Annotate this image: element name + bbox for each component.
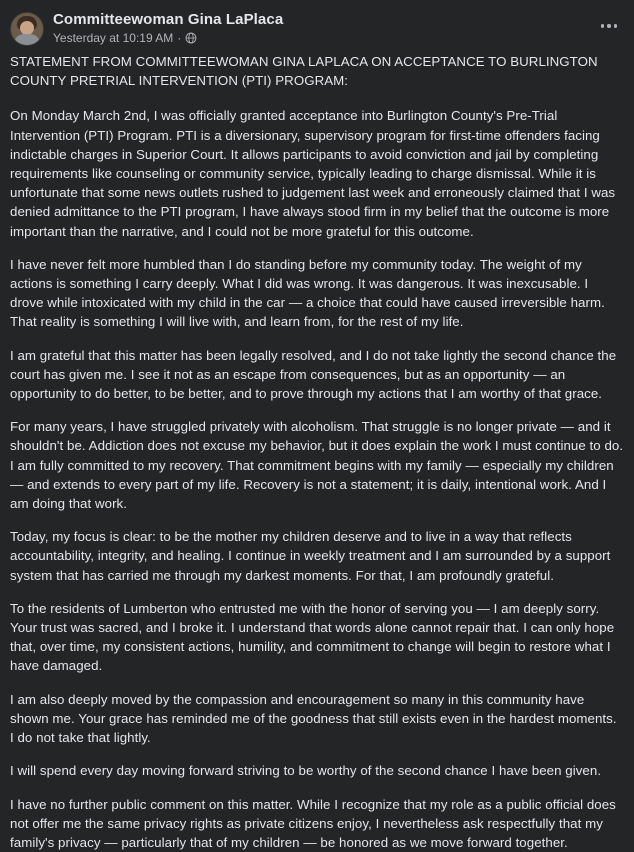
post-paragraph: STATEMENT FROM COMMITTEEWOMAN GINA LAPLACA ON ACCEPTANCE TO BURLINGTON COUNTY PRETRIAL INTERVENTION (PTI) PROGRAM: <box>10 52 624 90</box>
post-paragraph: I have no further public comment on this matter. While I recognize that my role as a public official does not offer me the same privacy rights as private citizens enjoy, I nevertheless ask respectfully that my family's privacy — particularly that of my children — be honored as we move forward together. <box>10 795 624 852</box>
post-paragraph: To the residents of Lumberton who entrusted me with the honor of serving you — I am deeply sorry. Your trust was sacred, and I broke it. I understand that words alone cannot repair that. I can only hope that, over time, my consistent actions, humility, and commitment to change will begin to restore what I have damaged. <box>10 599 624 676</box>
post-paragraph: On Monday March 2nd, I was officially granted acceptance into Burlington County's Pre-Trial Intervention (PTI) Program. PTI is a diversionary, supervisory program for first-time offenders facing indictable charges in Superior Court. It allows participants to avoid conviction and jail by completing requirements like counseling or community service, typically leading to charge dismissal. While it is unfortunate that some news outlets rushed to judgement last week and erroneously claimed that I was denied admittance to the PTI program, I have always stood firm in my belief that the outcome is more important than the narrative, and I could not be more grateful for this outcome. <box>10 106 624 240</box>
ellipsis-dot <box>607 24 611 28</box>
meta-separator: · <box>177 31 181 45</box>
post-header-text <box>53 10 283 45</box>
avatar-face <box>20 21 34 35</box>
ellipsis-dot <box>614 24 618 28</box>
post-paragraph: I am grateful that this matter has been legally resolved, and I do not take lightly the second chance the court has given me. I see it not as an escape from consequences, but as an opportunity — an opportunity to do better, to be better, and to prove through my actions that I am worthy of that grace. <box>10 346 624 404</box>
post-timestamp[interactable]: Yesterday at 10:19 AM <box>53 31 173 45</box>
author-name[interactable]: Committeewoman Gina LaPlaca <box>53 11 283 29</box>
ellipsis-dot <box>601 24 605 28</box>
post-paragraph: I am also deeply moved by the compassion and encouragement so many in this community have shown me. Your grace has reminded me of the goodness that still exists even in the hardest moments. I do not take that lightly. <box>10 690 624 748</box>
post-paragraph: I will spend every day moving forward striving to be worthy of the second chance I have been given. <box>10 761 624 780</box>
post-paragraph: Today, my focus is clear: to be the mother my children deserve and to live in a way that reflects accountability, integrity, and healing. I continue in weekly treatment and I am surrounded by a support system that has carried me through my darkest moments. For that, I am profoundly grateful. <box>10 527 624 585</box>
post-body <box>10 52 624 852</box>
post-paragraph: I have never felt more humbled than I do standing before my community today. The weight of my actions is something I carry deeply. What I did was wrong. It was dangerous. It was inexcusable. I drove while intoxicated with my child in the car — a choice that could have caused irreversible harm. That reality is something I will live with, and learn from, for the rest of my life. <box>10 255 624 332</box>
post-paragraph: For many years, I have struggled privately with alcoholism. That struggle is no longer private — and it shouldn't be. Addiction does not excuse my behavior, but it does explain the work I must continue to do. I am fully committed to my recovery. That commitment begins with my family — especially my children — and extends to every part of my life. Recovery is not a statement; it is daily, intentional work. And I am doing that work. <box>10 417 624 513</box>
globe-icon[interactable] <box>185 32 197 44</box>
more-options-button[interactable] <box>596 16 622 36</box>
avatar[interactable] <box>10 12 44 46</box>
post-header <box>10 8 624 52</box>
avatar-body <box>14 34 40 45</box>
post-meta <box>53 31 283 45</box>
